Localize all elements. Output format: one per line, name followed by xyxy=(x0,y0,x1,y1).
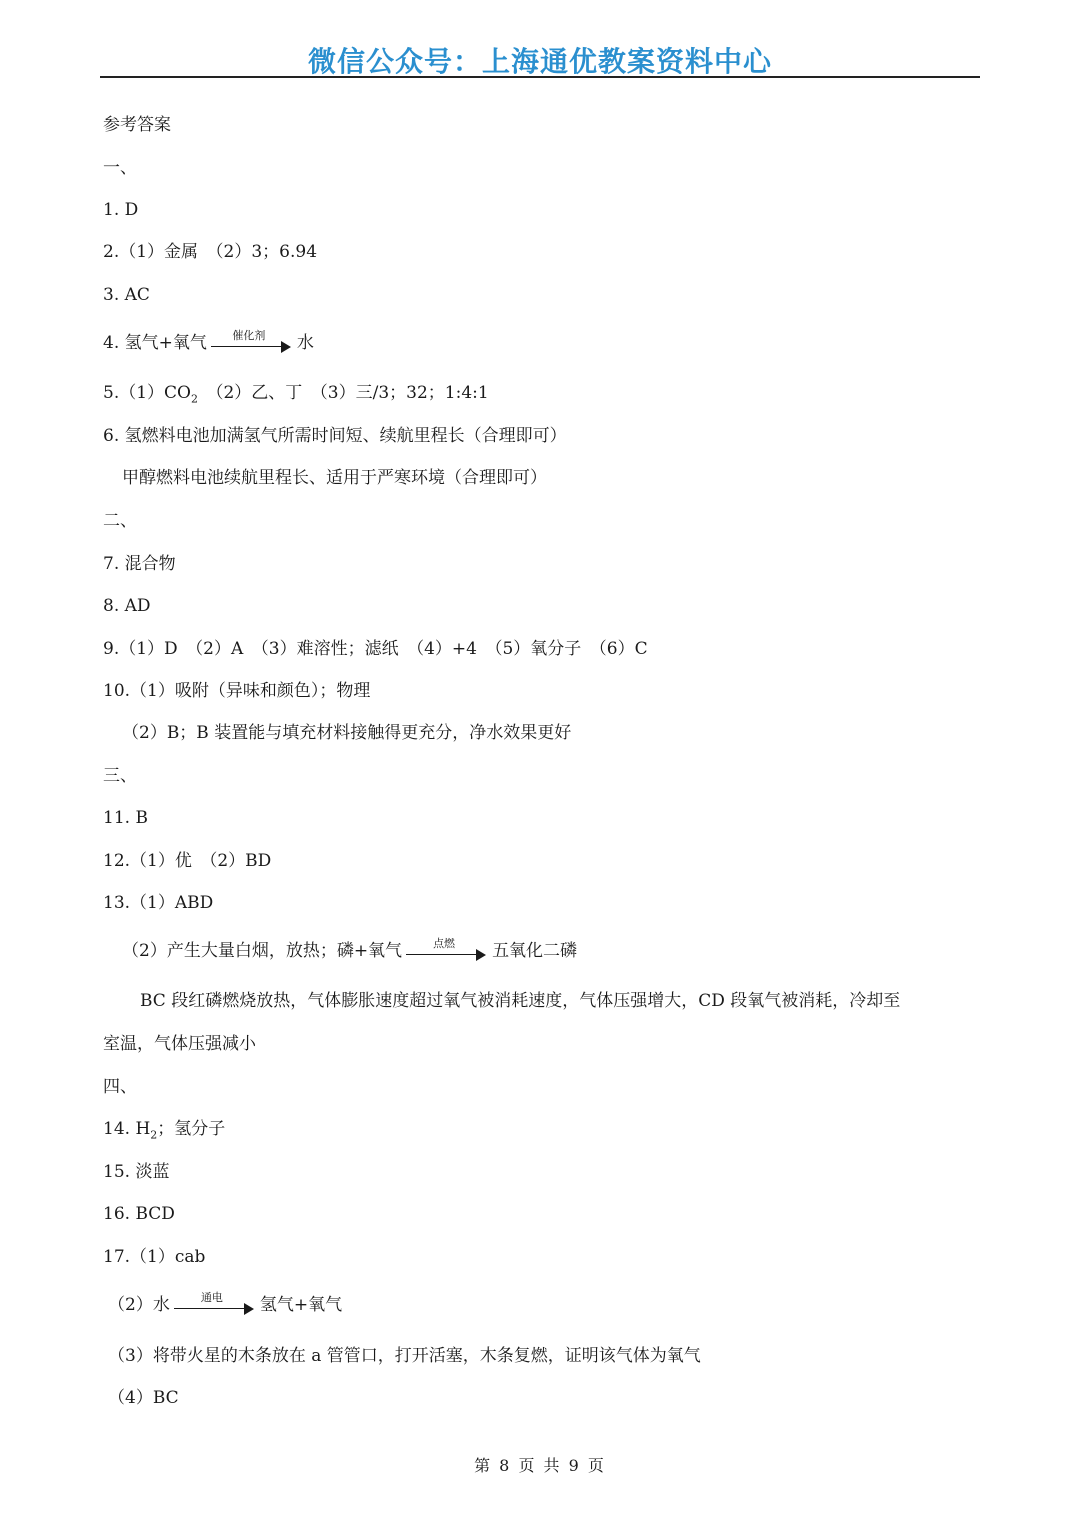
answer-13-2 xyxy=(122,936,578,963)
answer-17-3: （3）将带火星的木条放在 a 管管口，打开活塞，木条复燃，证明该气体为氧气 xyxy=(108,1346,701,1366)
answer-13-3-line2: 室温，气体压强减小 xyxy=(103,1034,256,1054)
answer-14-part2: ；氢分子 xyxy=(157,1119,226,1139)
answer-17-2-reactants: （2）水 xyxy=(108,1295,170,1315)
answer-17-4: （4）BC xyxy=(108,1388,179,1408)
answer-13-3-line1: BC 段红磷燃烧放热，气体膨胀速度超过氧气被消耗速度，气体压强增大，CD 段氧气被消耗，冷却至 xyxy=(140,991,901,1011)
answer-5-subscript: 2 xyxy=(190,392,198,406)
section-two: 二、 xyxy=(103,511,137,531)
answer-11: 11. B xyxy=(103,808,148,828)
answer-2: 2.（1）金属 （2）3；6.94 xyxy=(103,242,318,262)
answer-5-part1: 5.（1）CO xyxy=(103,383,191,403)
answer-14-subscript: 2 xyxy=(150,1128,158,1142)
answer-10-line2: （2）B；B 装置能与填充材料接触得更充分，净水效果更好 xyxy=(122,723,572,743)
reaction-arrow-icon xyxy=(211,328,293,355)
reaction-condition: 通电 xyxy=(200,1290,223,1304)
reaction-condition: 催化剂 xyxy=(232,328,266,342)
reaction-condition: 点燃 xyxy=(433,936,456,950)
answer-5 xyxy=(103,382,489,410)
answer-14 xyxy=(103,1118,225,1146)
answer-14-part1: 14. H xyxy=(103,1119,151,1139)
answer-13-2-reactants: （2）产生大量白烟，放热；磷+氧气 xyxy=(122,941,403,961)
reaction-arrow-icon xyxy=(406,936,488,963)
answer-4 xyxy=(103,328,314,355)
answer-8: 8. AD xyxy=(103,596,151,616)
answer-6-line1: 6. 氢燃料电池加满氢气所需时间短、续航里程长（合理即可） xyxy=(103,426,567,446)
answer-9: 9.（1）D （2）A （3）难溶性；滤纸 （4）+4 （5）氧分子 （6）C xyxy=(103,639,648,659)
answer-5-part2: （2）乙、丁 （3）三/3；32；1:4:1 xyxy=(197,383,489,403)
answer-4-products: 水 xyxy=(296,333,314,353)
answer-4-reactants: 4. 氢气+氧气 xyxy=(103,333,207,353)
answer-15: 15. 淡蓝 xyxy=(103,1162,170,1182)
header-rule xyxy=(100,76,980,78)
reaction-arrow-icon xyxy=(174,1290,256,1317)
answer-3: 3. AC xyxy=(103,285,150,305)
section-four: 四、 xyxy=(103,1077,137,1097)
page-header-title: 微信公众号：上海通优教案资料中心 xyxy=(307,45,772,78)
answer-12: 12.（1）优 （2）BD xyxy=(103,851,272,871)
answer-1: 1. D xyxy=(103,200,139,220)
answer-13-1: 13.（1）ABD xyxy=(103,893,214,913)
answer-16: 16. BCD xyxy=(103,1204,175,1224)
answer-10-line1: 10.（1）吸附（异味和颜色）；物理 xyxy=(103,681,371,701)
answer-6-line2: 甲醇燃料电池续航里程长、适用于严寒环境（合理即可） xyxy=(122,468,547,488)
answer-17-2 xyxy=(108,1290,343,1317)
section-one: 一、 xyxy=(103,158,137,178)
answer-13-2-products: 五氧化二磷 xyxy=(492,941,578,961)
answer-7: 7. 混合物 xyxy=(103,554,176,574)
answer-17-2-products: 氢气+氧气 xyxy=(259,1295,343,1315)
page-footer: 第 8 页 共 9 页 xyxy=(474,1456,606,1475)
answer-17-1: 17.（1）cab xyxy=(103,1247,206,1267)
section-three: 三、 xyxy=(103,766,137,786)
answer-heading: 参考答案 xyxy=(103,115,171,135)
